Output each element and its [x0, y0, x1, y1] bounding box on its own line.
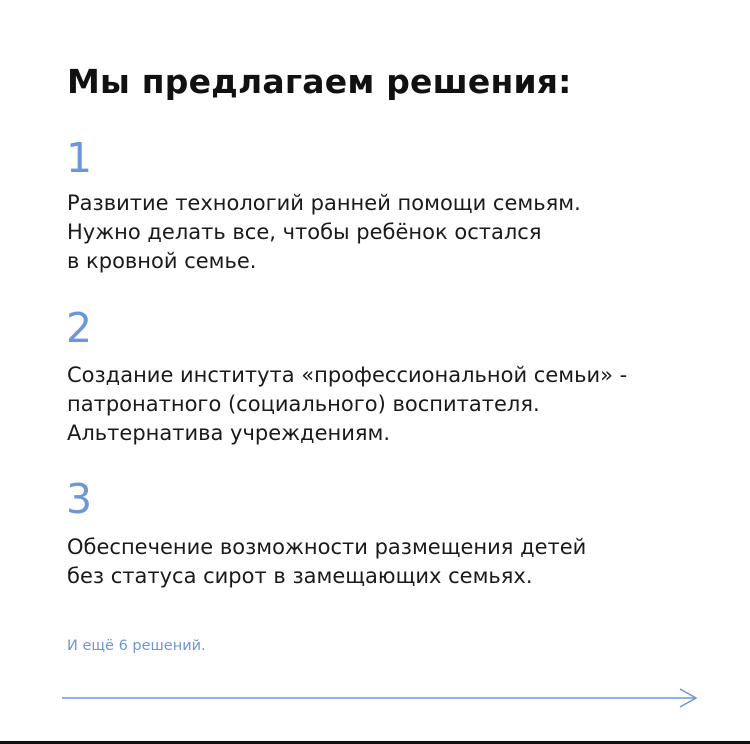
solution-text-2 — [67, 361, 627, 448]
solution-1-line-2: Нужно делать все, чтобы ребёнок остался — [67, 220, 542, 244]
solution-3-line-1: Обеспечение возможности размещения детей — [67, 535, 587, 559]
solution-1-line-3: в кровной семье. — [67, 249, 257, 273]
solution-text-1 — [67, 189, 581, 276]
solution-2-line-3: Альтернатива учреждениям. — [67, 421, 391, 445]
more-solutions-link[interactable]: И ещё 6 решений. — [67, 638, 206, 654]
solution-2-line-1: Создание института «профессиональной семьи» - — [67, 363, 628, 387]
solution-number-1: 1 — [66, 134, 93, 182]
solution-number-3: 3 — [66, 475, 93, 523]
arrow-right-icon[interactable] — [62, 686, 702, 710]
solution-3-line-2: без статуса сирот в замещающих семьях. — [67, 564, 533, 588]
solution-text-3 — [67, 533, 586, 591]
page-title: Мы предлагаем решения: — [67, 62, 572, 101]
solution-2-line-2: патронатного (социального) воспитателя. — [67, 392, 540, 416]
solution-1-line-1: Развитие технологий ранней помощи семьям. — [67, 191, 581, 215]
solution-number-2: 2 — [66, 304, 93, 352]
